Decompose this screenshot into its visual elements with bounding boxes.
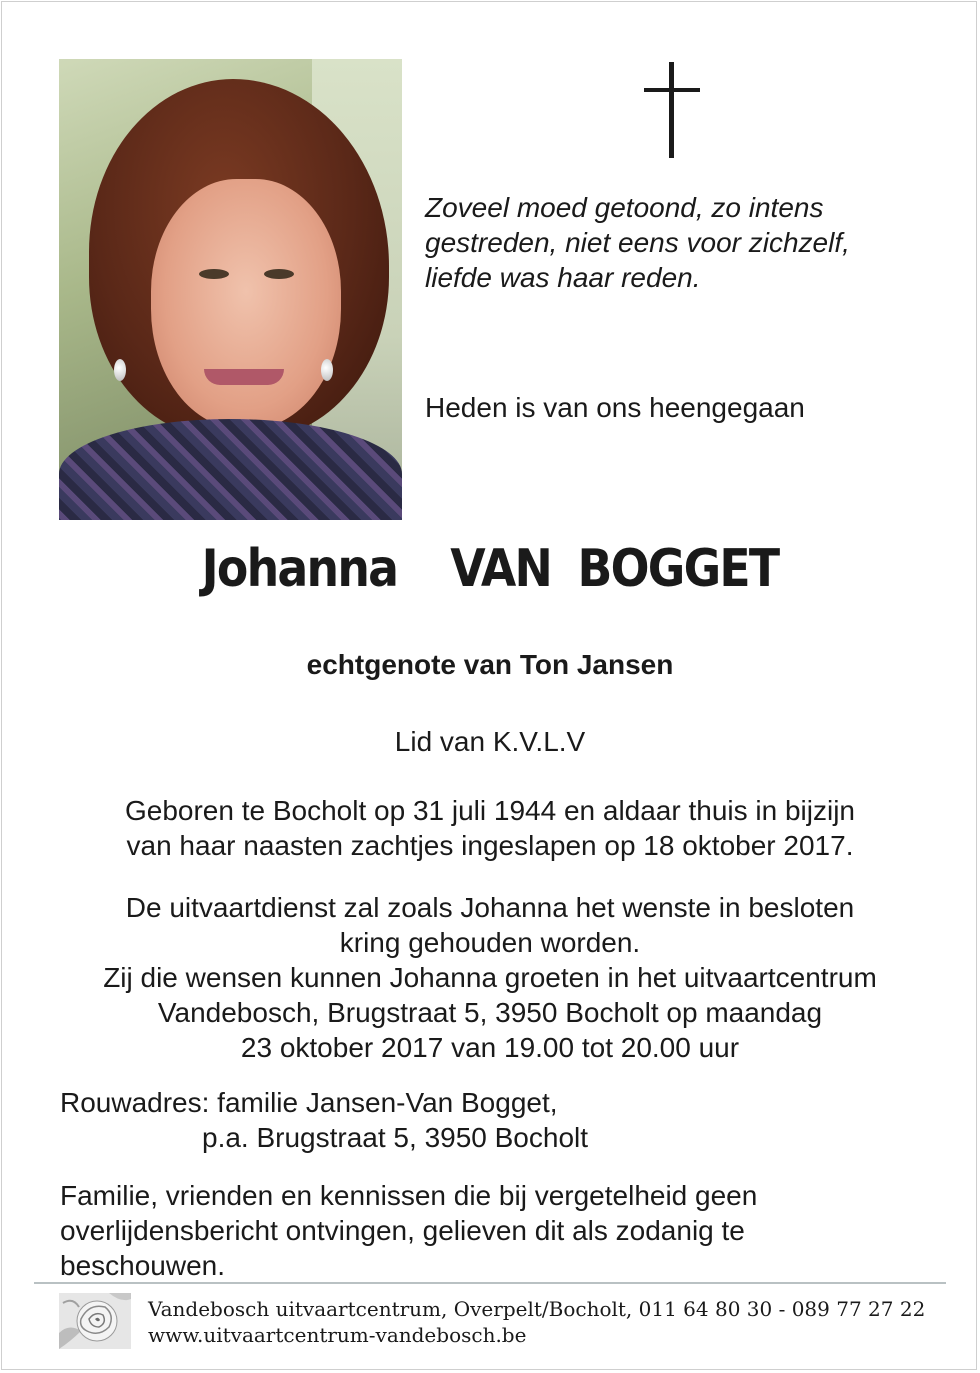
- funeral-service-info: [0, 890, 980, 1065]
- deceased-name: Johanna VAN BOGGET: [201, 539, 779, 599]
- motto-line: liefde was haar reden.: [425, 262, 701, 293]
- mourning-address-street: p.a. Brugstraat 5, 3950 Bocholt: [202, 1122, 589, 1153]
- family-note-line: Familie, vrienden en kennissen die bij vergetelheid geen: [60, 1180, 758, 1211]
- service-line: De uitvaartdienst zal zoals Johanna het wenste in besloten: [125, 892, 855, 923]
- motto-line: Zoveel moed getoond, zo intens: [425, 192, 824, 223]
- birth-death-info: [0, 793, 980, 863]
- family-note-line: beschouwen.: [60, 1250, 226, 1281]
- mourning-address: Rouwadres: familie Jansen-Van Bogget,: [60, 1087, 558, 1118]
- service-line: 23 oktober 2017 van 19.00 tot 20.00 uur: [240, 1032, 740, 1063]
- family-note: [60, 1178, 930, 1283]
- birth-death-line: van haar naasten zachtjes ingeslapen op 18 oktober 2017.: [126, 830, 854, 861]
- birth-death-line: Geboren te Bocholt op 31 juli 1944 en aldaar thuis in bijzijn: [124, 795, 856, 826]
- service-line: kring gehouden worden.: [339, 927, 641, 958]
- motto: [425, 190, 925, 295]
- funeral-home-website[interactable]: www.uitvaartcentrum-vandebosch.be: [148, 1323, 527, 1347]
- rose-logo: [59, 1293, 131, 1349]
- funeral-home-contact: Vandebosch uitvaartcentrum, Overpelt/Bocholt, 011 64 80 30 - 089 77 27 22: [148, 1297, 926, 1321]
- footer-divider: [34, 1282, 946, 1284]
- family-note-line: overlijdensbericht ontvingen, gelieven dit als zodanig te: [60, 1215, 745, 1246]
- motto-line: gestreden, niet eens voor zichzelf,: [425, 227, 850, 258]
- cross-icon: [640, 62, 704, 158]
- membership: Lid van K.V.L.V: [394, 726, 586, 757]
- portrait-photo: [59, 59, 402, 520]
- spouse-line: echtgenote van Ton Jansen: [306, 649, 674, 680]
- announcement: Heden is van ons heengegaan: [425, 392, 805, 423]
- service-line: Vandebosch, Brugstraat 5, 3950 Bocholt op maandag: [157, 997, 823, 1028]
- service-line: Zij die wensen kunnen Johanna groeten in het uitvaartcentrum: [103, 962, 877, 993]
